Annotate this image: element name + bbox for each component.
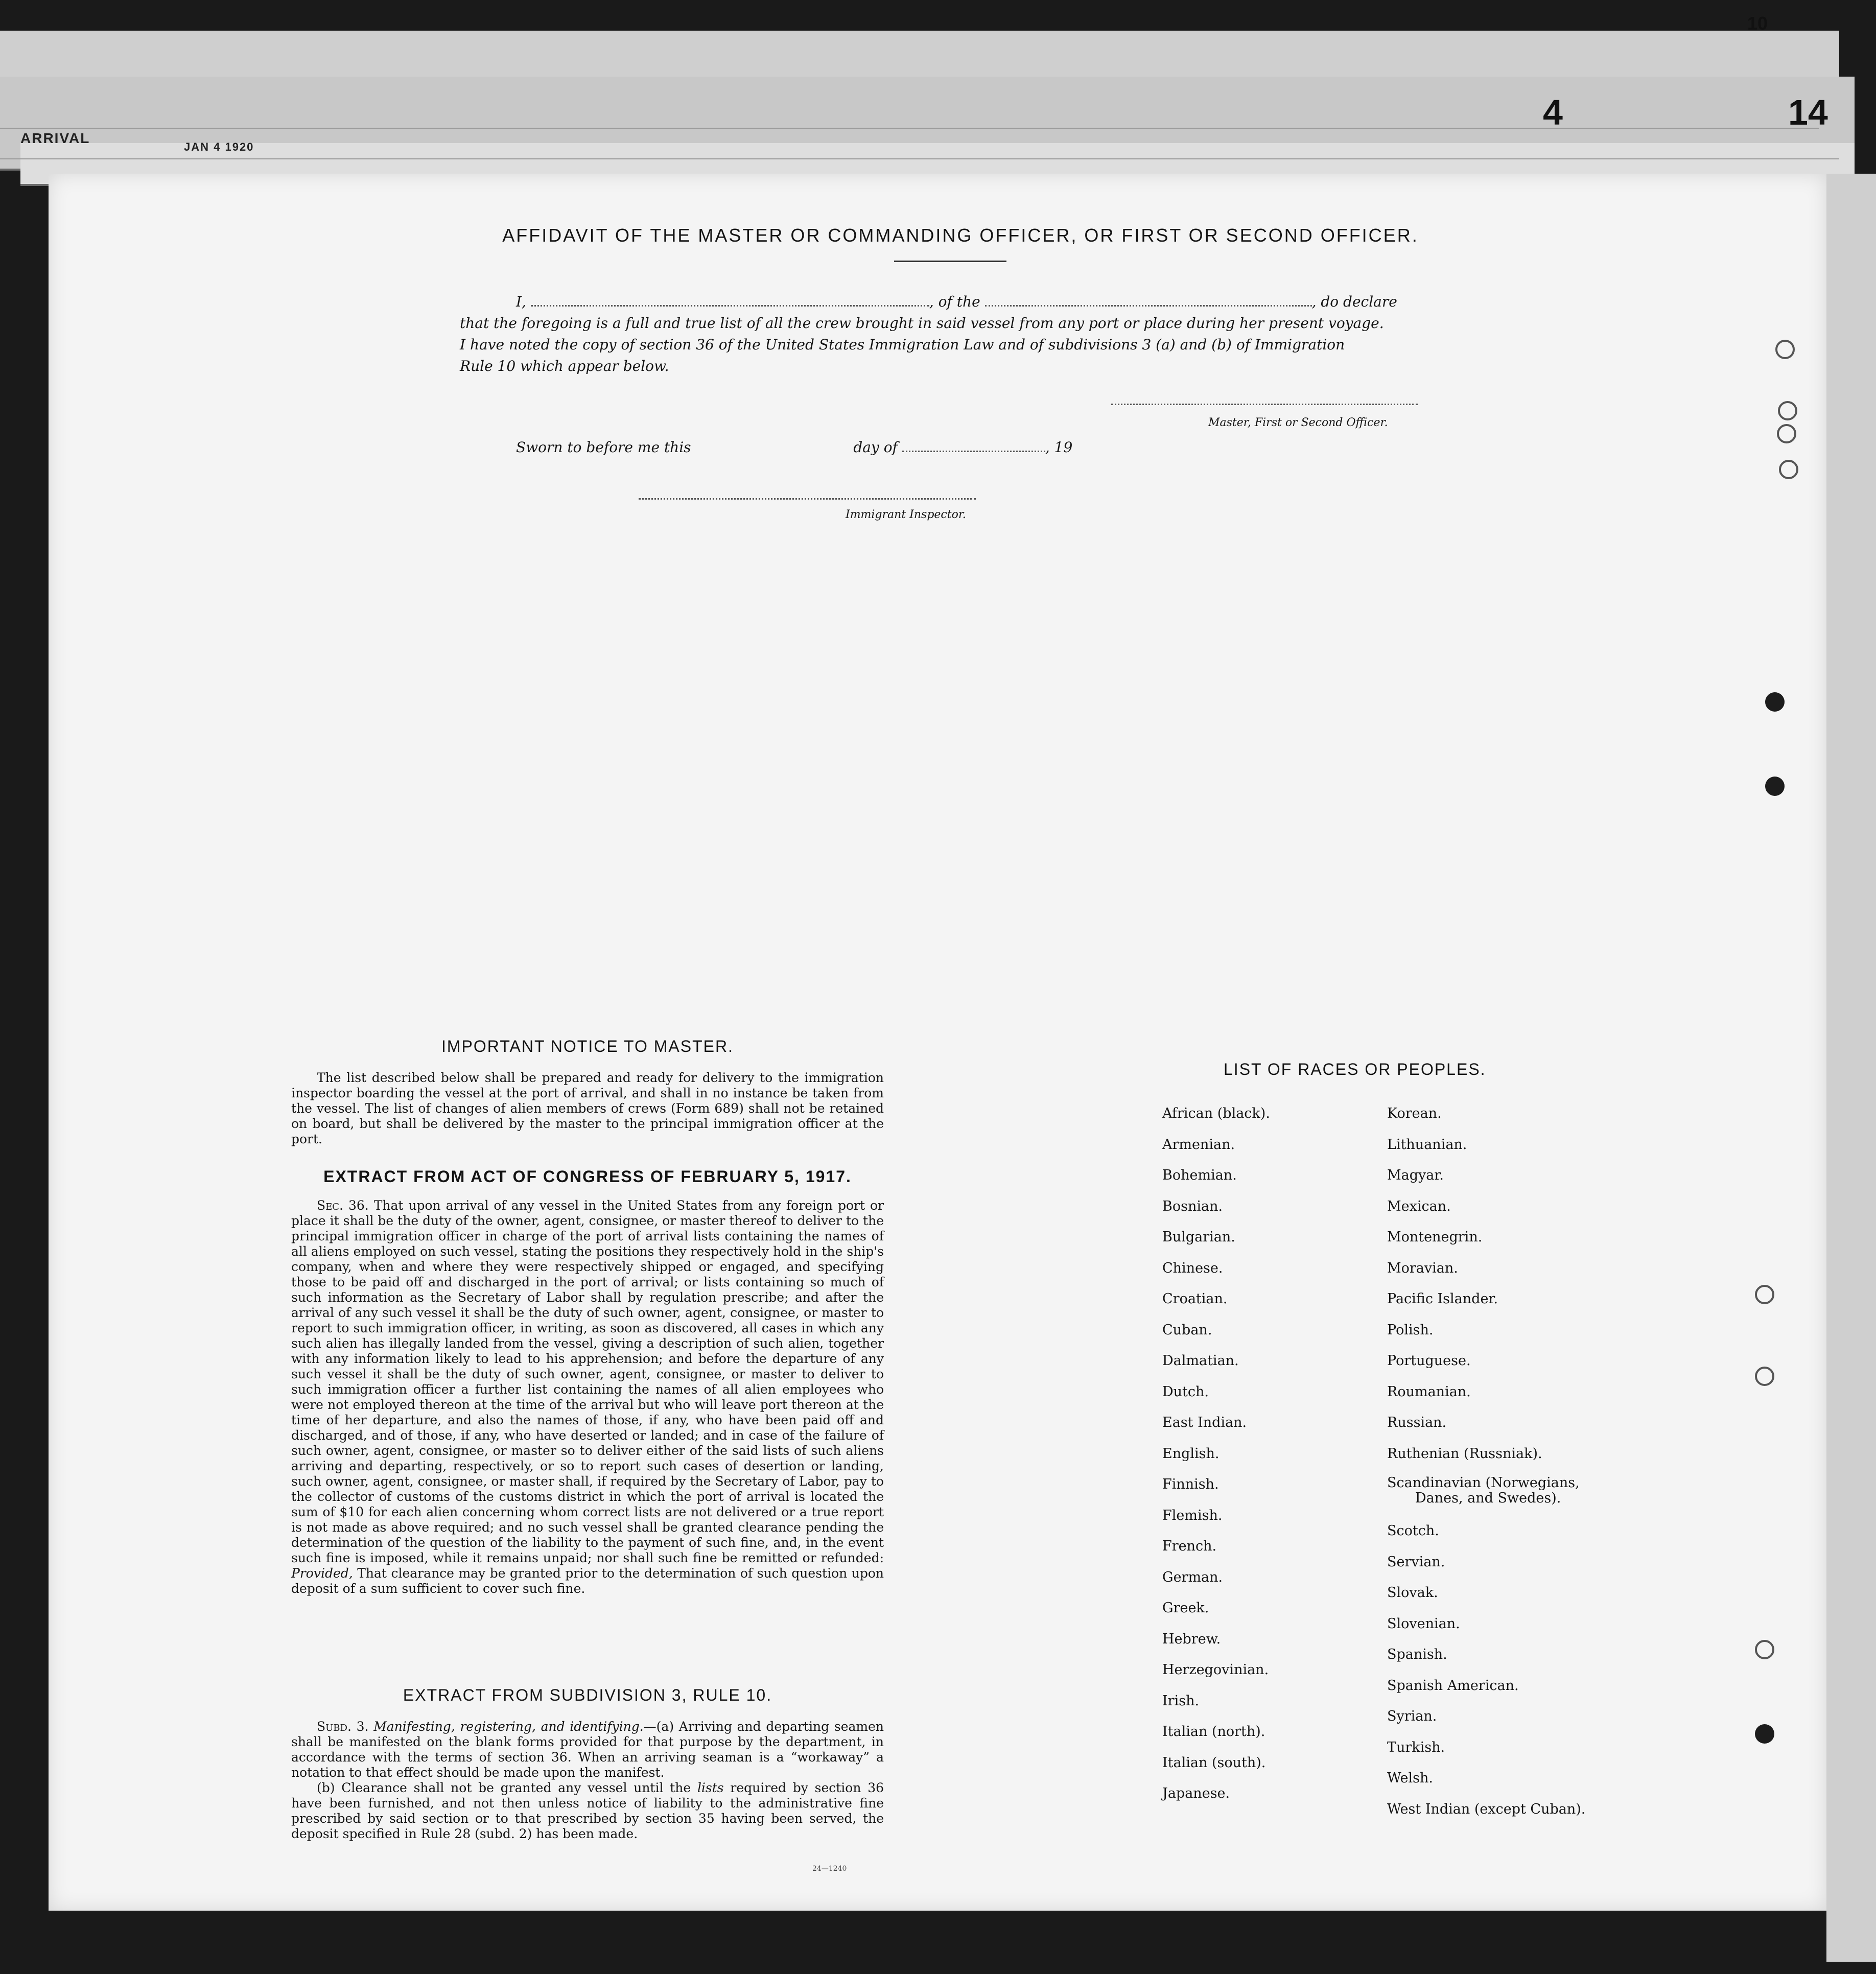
affidavit-title: AFFIDAVIT OF THE MASTER OR COMMANDING OFFICER, OR FIRST OR SECOND OFFICER. xyxy=(502,225,1419,246)
race-item: Scandinavian (Norwegians, xyxy=(1387,1475,1580,1491)
race-item: Montenegrin. xyxy=(1387,1229,1483,1245)
race-item: Hebrew. xyxy=(1162,1631,1221,1647)
races-column-1 xyxy=(1162,1098,1377,1810)
sworn-month-field[interactable] xyxy=(902,451,1045,452)
subdivision-b: (b) Clearance shall not be granted any vessel until the lists required by section 36 have been furnished, and not then unless notice of liability to the administrative fine prescribed by said section or to that prescribed by section 35 having been served, the deposit specified in Rule 28 (subd. 2) has been made. xyxy=(291,1780,884,1841)
date-stamp: JAN 4 1920 xyxy=(184,140,254,153)
race-item: Slovenian. xyxy=(1387,1615,1460,1632)
race-item: Italian (south). xyxy=(1162,1754,1266,1771)
race-item: Korean. xyxy=(1387,1106,1442,1121)
affidavit-line-2: that the foregoing is a full and true list of all the crew brought in said vessel from any port or place during her present voyage. xyxy=(460,315,1384,332)
race-item: Cuban. xyxy=(1162,1322,1212,1338)
race-item: Pacific Islander. xyxy=(1387,1291,1498,1307)
race-item: Mexican. xyxy=(1387,1198,1451,1214)
punch-hole xyxy=(1755,1367,1774,1386)
race-item: East Indian. xyxy=(1162,1415,1247,1430)
race-item: West Indian (except Cuban). xyxy=(1387,1801,1586,1817)
race-item: Dutch. xyxy=(1162,1383,1209,1400)
affidavit-line-4: Rule 10 which appear below. xyxy=(460,358,669,374)
race-item: German. xyxy=(1162,1569,1223,1585)
race-item: Welsh. xyxy=(1387,1770,1433,1786)
punch-hole xyxy=(1755,1640,1774,1659)
race-item: Herzegovinian. xyxy=(1162,1662,1269,1678)
affidavit-line-3: I have noted the copy of section 36 of the United States Immigration Law and of subdivisions 3 (a) and (b) of Immigration xyxy=(460,336,1345,353)
punch-hole xyxy=(1778,401,1797,420)
punch-hole xyxy=(1755,1724,1774,1744)
race-item: African (black). xyxy=(1162,1106,1270,1121)
race-item: Syrian. xyxy=(1387,1708,1437,1724)
extract-act-text xyxy=(291,1198,884,1596)
notice-paragraph: The list described below shall be prepared and ready for delivery to the immigration inspector boarding the vessel at the port of arrival, and shall in no instance be taken from the vessel. The list of changes of alien members of crews (Form 689) shall not be retained on board, but shall be delivered by the master to the principal immigration officer at the port. xyxy=(291,1070,884,1146)
sworn-year: , 19 xyxy=(1045,439,1073,456)
inspector-signature-field[interactable] xyxy=(639,498,976,500)
race-item: Irish. xyxy=(1162,1693,1200,1709)
notice-title: IMPORTANT NOTICE TO MASTER. xyxy=(441,1037,734,1055)
section-36-paragraph: Sec. 36. That upon arrival of any vessel in the United States from any foreign port or place it shall be the duty of the owner, agent, consignee, or master thereof to deliver to the principal immigration officer in charge of the port of arrival lists containing the names of all aliens employed on such vessel, stating the positions they respectively hold in the ship's company, when and where they were respectively shipped or engaged, and specifying those to be paid off and discharged in the port of arrival; or lists containing so much of such information as the Secretary of Labor shall by regulation prescribe; and after the arrival of any such vessel it shall be the duty of such owner, agent, consignee, or master to report to such immigration officer, in writing, as soon as discovered, all cases in which any such alien has illegally landed from the vessel, giving a description of such alien, together with any information likely to lead to his apprehension; and before the departure of any such vessel it shall be the duty of such owner, agent, consignee, or master to deliver to such immigration officer a further list containing the names of all alien employees who were not employed thereon at the time of the arrival but who will leave port thereon at the time of her departure, and also the names of those, if any, who have been paid off and discharged, and of those, if any, who have deserted or landed; and in case of the failure of such owner, agent, consignee, or master so to deliver either of the said lists of such aliens arriving and departing, respectively, or so to report such cases of desertion or landing, such owner, agent, consignee, or master shall, if required by the Secretary of Labor, pay to the collector of customs of the customs district in which the port of arrival is located the sum of $10 for each alien concerning whom correct lists are not delivered or a true report is not made as above required; and no such vessel shall be granted clearance pending the determination of the question of the liability to the payment of such fine, and, in the event such fine is imposed, while it remains unpaid; nor shall such fine be remitted or refunded: Provided, That clearance may be granted prior to the determination of such question upon deposit of a sum sufficient to cover such fine. xyxy=(291,1198,884,1596)
corner-number-1: 10 xyxy=(1747,13,1768,34)
race-item: Dalmatian. xyxy=(1162,1353,1239,1369)
declarant-prefix: I, xyxy=(516,293,526,310)
race-item: Bohemian. xyxy=(1162,1167,1237,1183)
race-item: Bulgarian. xyxy=(1162,1229,1235,1245)
race-item: Roumanian. xyxy=(1387,1383,1471,1400)
race-item: Servian. xyxy=(1387,1554,1445,1570)
race-item: Croatian. xyxy=(1162,1291,1228,1307)
subd-label: Subd. 3. xyxy=(317,1719,369,1734)
race-item: Finnish. xyxy=(1162,1476,1219,1492)
race-item: Magyar. xyxy=(1387,1167,1444,1183)
race-item: Turkish. xyxy=(1387,1739,1445,1755)
races-title: LIST OF RACES OR PEOPLES. xyxy=(1224,1060,1486,1078)
subdivision-a: Subd. 3. Manifesting, registering, and identifying.—(a) Arriving and departing seamen shall be manifested on the blank forms provided for that purpose by the department, in accordance with the terms of section 36. When an arriving seaman is a “workaway” a notation to that effect should be made upon the manifest. xyxy=(291,1719,884,1780)
provided-word: Provided, xyxy=(291,1566,353,1581)
race-item: Russian. xyxy=(1387,1415,1447,1430)
punch-hole xyxy=(1775,340,1795,359)
title-rule xyxy=(894,261,1006,262)
race-item: Bosnian. xyxy=(1162,1198,1223,1214)
vessel-name-field[interactable] xyxy=(985,305,1312,307)
declarant-name-field[interactable] xyxy=(531,305,929,307)
race-item: French. xyxy=(1162,1538,1217,1554)
extract-act-title: EXTRACT FROM ACT OF CONGRESS OF FEBRUARY 5, 1917. xyxy=(323,1167,852,1186)
race-item: Armenian. xyxy=(1162,1136,1235,1153)
race-item: English. xyxy=(1162,1445,1220,1462)
race-item: Lithuanian. xyxy=(1387,1136,1467,1153)
master-signature-field[interactable] xyxy=(1111,404,1418,405)
race-item: Portuguese. xyxy=(1387,1353,1471,1369)
race-item: Moravian. xyxy=(1387,1260,1458,1276)
corner-number-2: 4 xyxy=(1543,92,1563,132)
race-item: Flemish. xyxy=(1162,1507,1223,1523)
master-signature-label: Master, First or Second Officer. xyxy=(1208,416,1388,429)
race-item: Slovak. xyxy=(1387,1585,1438,1601)
punch-hole xyxy=(1779,460,1798,479)
affidavit-line-1 xyxy=(516,291,1466,313)
declare-suffix: , do declare xyxy=(1311,293,1397,310)
section-label: Sec. 36. xyxy=(317,1198,369,1213)
race-item: Ruthenian (Russniak). xyxy=(1387,1445,1542,1462)
vessel-prefix: , of the xyxy=(929,293,980,310)
punch-hole xyxy=(1777,424,1796,443)
notice-text xyxy=(291,1070,884,1147)
sworn-day-label: day of xyxy=(853,439,898,456)
sworn-line xyxy=(516,437,1129,458)
subd-heading: Manifesting, registering, and identifying. xyxy=(373,1719,644,1734)
punch-hole xyxy=(1755,1285,1774,1304)
races-column-2 xyxy=(1387,1098,1602,1825)
corner-number-3: 14 xyxy=(1788,92,1828,132)
race-item: Polish. xyxy=(1387,1322,1434,1338)
race-item: Italian (north). xyxy=(1162,1724,1265,1740)
sworn-prefix: Sworn to before me this xyxy=(516,439,691,456)
underlying-sheet-edge xyxy=(1826,174,1876,1962)
race-item: Scotch. xyxy=(1387,1523,1439,1539)
extract-rule-title: EXTRACT FROM SUBDIVISION 3, RULE 10. xyxy=(403,1686,772,1704)
arrival-stamp: ARRIVAL xyxy=(20,130,90,146)
extract-rule-text xyxy=(291,1719,884,1842)
punch-hole xyxy=(1765,692,1785,712)
race-item: Chinese. xyxy=(1162,1260,1223,1276)
inspector-signature-label: Immigrant Inspector. xyxy=(846,508,966,521)
form-number: 24—1240 xyxy=(812,1865,847,1873)
punch-hole xyxy=(1765,777,1785,796)
race-item: Spanish American. xyxy=(1387,1677,1519,1694)
race-item: Spanish. xyxy=(1387,1647,1447,1662)
race-item: Danes, and Swedes). xyxy=(1415,1490,1561,1506)
race-item: Japanese. xyxy=(1162,1785,1230,1801)
race-item: Greek. xyxy=(1162,1600,1209,1616)
sworn-day-field[interactable] xyxy=(695,451,849,452)
